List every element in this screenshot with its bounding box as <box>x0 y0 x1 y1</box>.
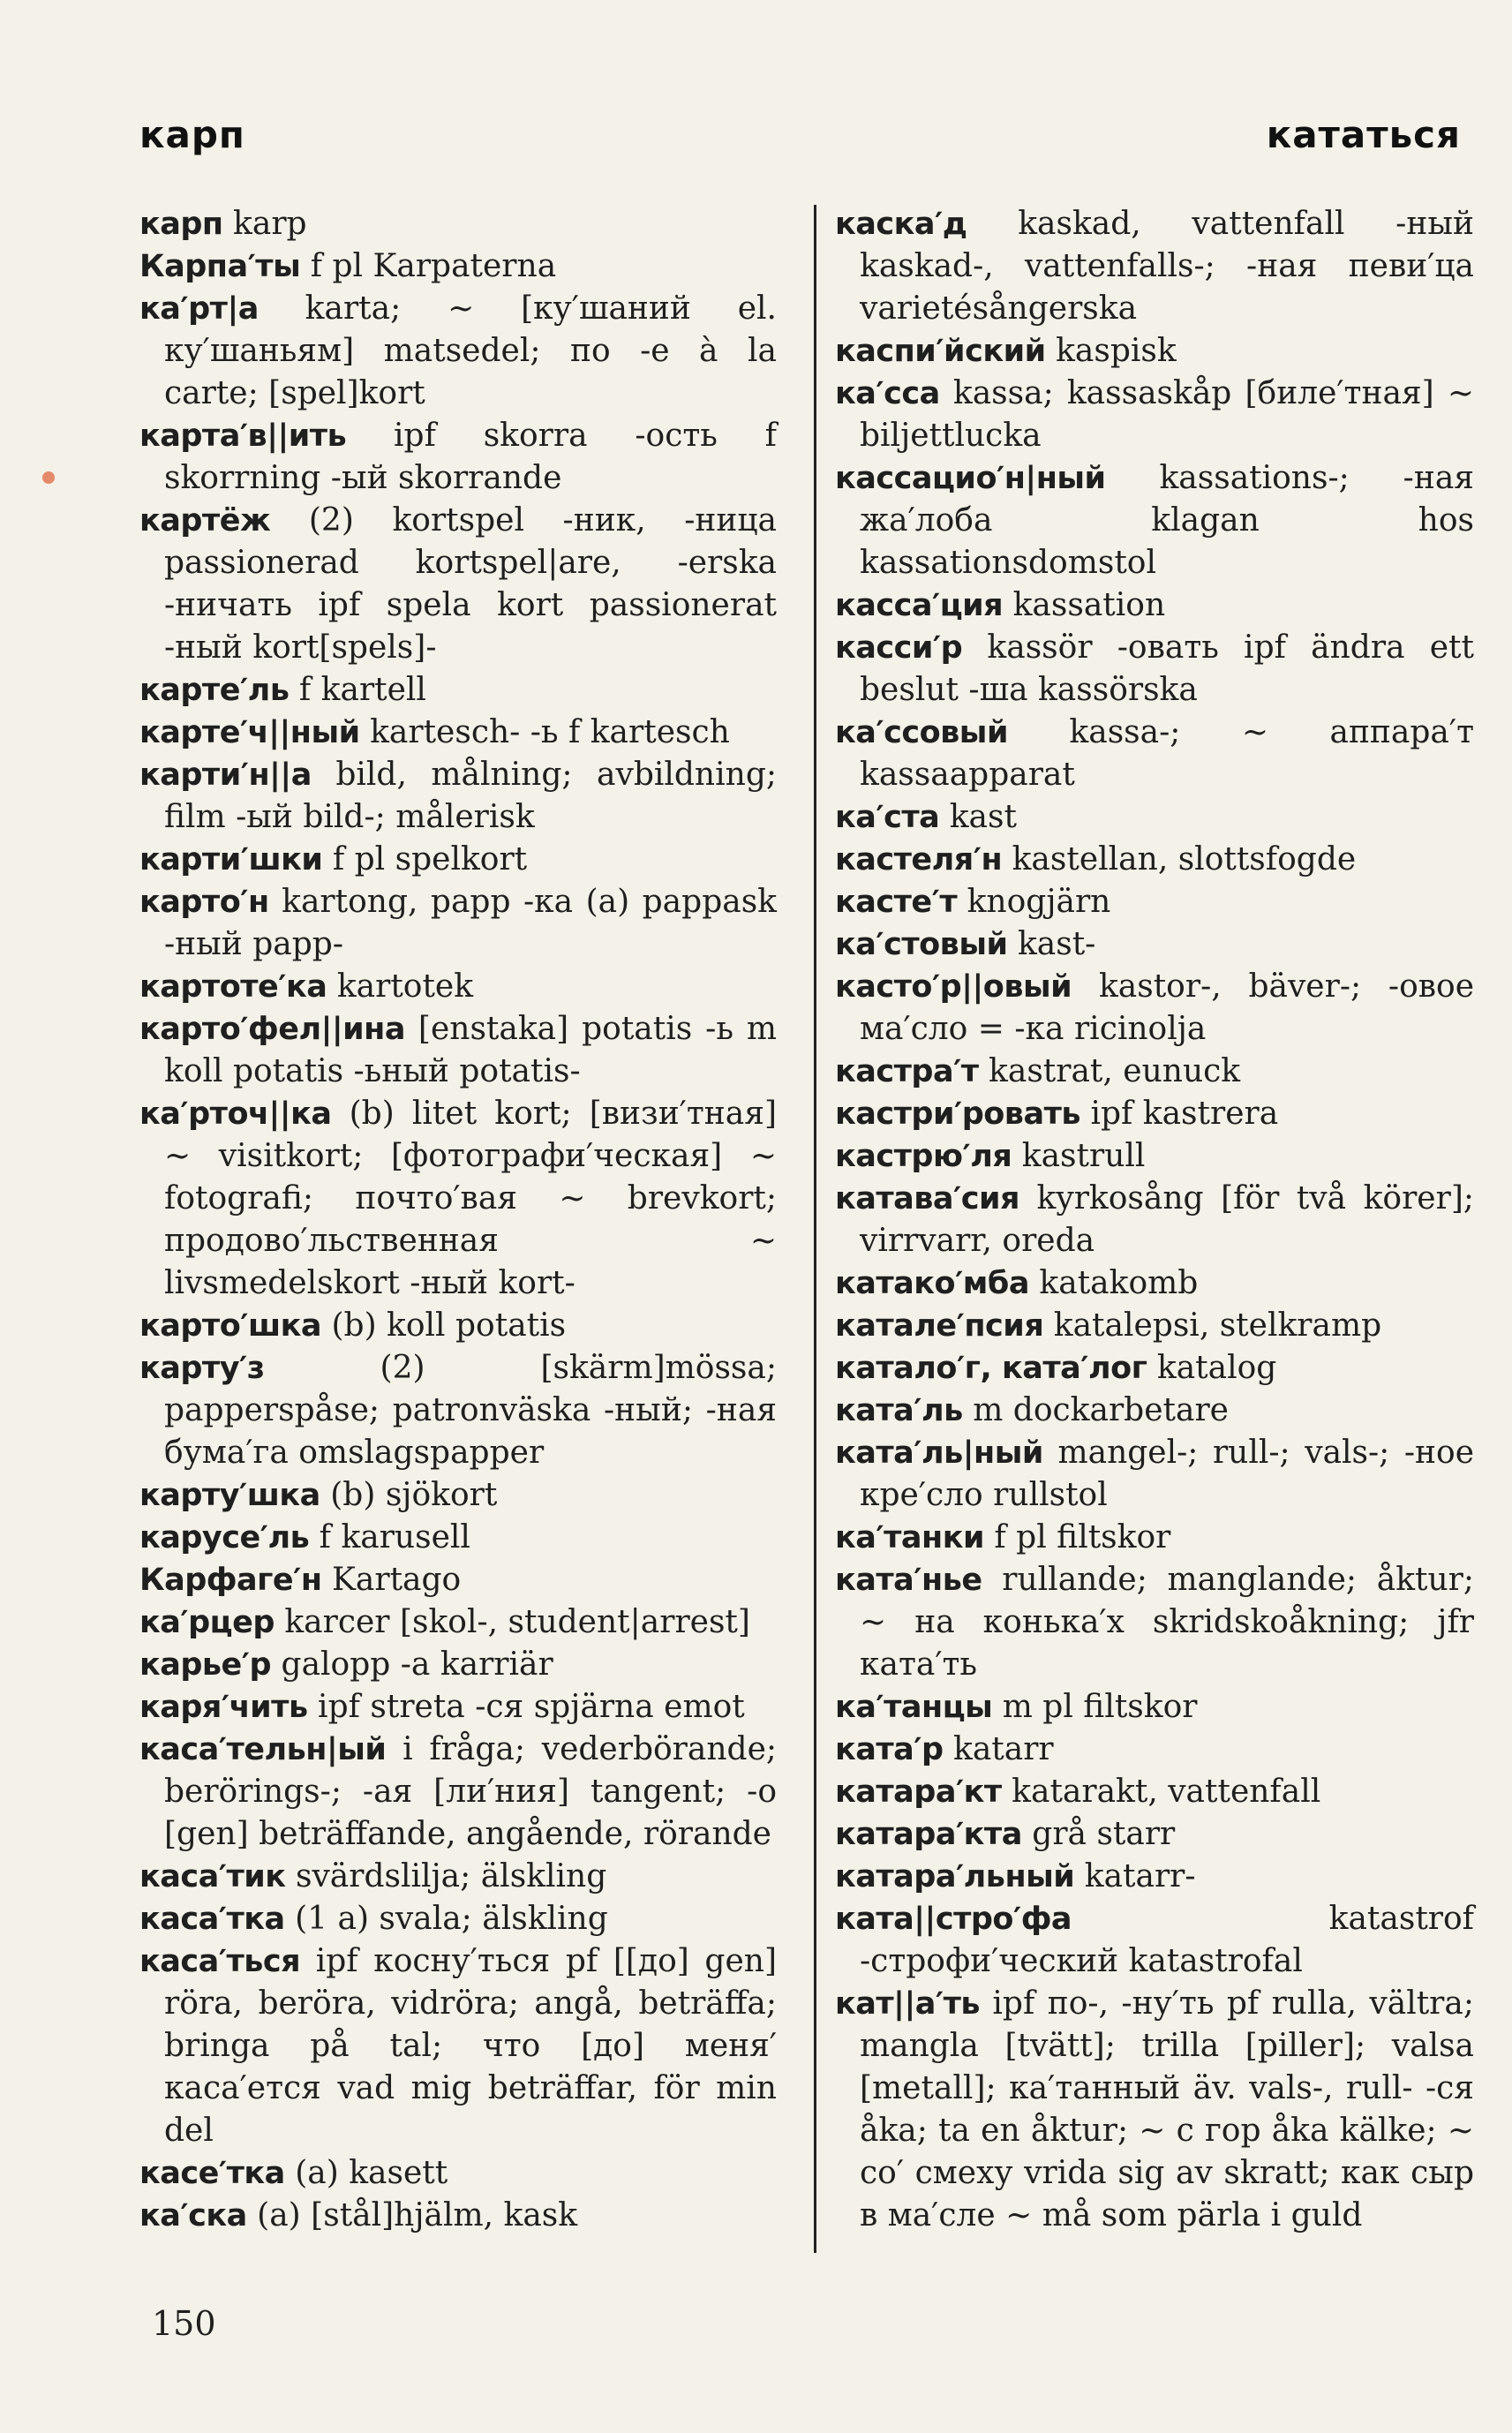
running-head-left: карп <box>139 113 245 156</box>
dictionary-entry <box>835 1771 1474 1813</box>
dictionary-entry <box>835 712 1474 796</box>
dictionary-entry <box>835 1305 1474 1347</box>
headword: катало′г, ката′лог <box>835 1351 1147 1386</box>
definition: galopp -а karriär <box>271 1646 553 1683</box>
definition: kast <box>939 799 1017 835</box>
headword: касси′р <box>835 630 963 666</box>
headword: катава′сия <box>835 1181 1020 1216</box>
definition: kassör -овать ipf ändra ett beslut -ша kassörska <box>860 629 1474 708</box>
definition: knogjärn <box>957 884 1111 920</box>
definition: f pl spelkort <box>322 841 528 878</box>
definition: m dockarbetare <box>962 1392 1229 1428</box>
dictionary-entry <box>835 457 1474 584</box>
headword: Карпа′ты <box>139 249 301 284</box>
definition: kassa-; ~ аппара′т kassaapparat <box>860 714 1474 793</box>
dictionary-entry <box>139 754 777 839</box>
definition: mangel-; rull-; vals-; -ное кре′сло rullstol <box>860 1435 1474 1513</box>
definition: katalog <box>1147 1350 1277 1386</box>
dictionary-entry <box>139 1686 777 1729</box>
headword: каспи′йский <box>835 334 1046 369</box>
dictionary-entry <box>835 1856 1474 1898</box>
dictionary-entry <box>139 1898 777 1940</box>
definition: katalepsi, stelkramp <box>1043 1307 1382 1344</box>
running-head-right: кататься <box>1266 113 1461 156</box>
dictionary-entry <box>139 839 777 881</box>
headword: кастрю′ля <box>835 1139 1012 1174</box>
dictionary-entry <box>139 1093 777 1305</box>
dictionary-entry <box>139 669 777 712</box>
dictionary-entry <box>835 881 1474 923</box>
dictionary-entry <box>139 1729 777 1856</box>
definition: (a) [stål]hjälm, kask <box>246 2197 578 2233</box>
headword: касса′ция <box>835 588 1004 623</box>
headword: ка′танцы <box>835 1690 993 1725</box>
definition: kastellan, slottsfogde <box>1002 841 1357 878</box>
headword: ка′ссовый <box>835 715 1008 750</box>
definition: f pl Karpaterna <box>300 248 557 284</box>
definition: ipf skorra -ость f skorrning -ый skorrande <box>164 418 777 496</box>
definition: kastrull <box>1012 1138 1146 1174</box>
headword: кастра′т <box>835 1054 979 1089</box>
dictionary-entry <box>835 330 1474 373</box>
dictionary-entry <box>835 1390 1474 1432</box>
definition: katarr <box>943 1731 1054 1767</box>
dictionary-entry <box>835 1432 1474 1517</box>
dictionary-entry <box>835 203 1474 330</box>
dictionary-entry <box>139 288 777 415</box>
definition: karcer [skol-, student|arrest] <box>274 1604 750 1640</box>
definition: kartong, papp -ка (a) pappask -ный papp- <box>164 884 777 962</box>
page-number: 150 <box>152 2304 216 2343</box>
headword: кастеля′н <box>835 842 1003 878</box>
definition: f pl filtskor <box>983 1519 1171 1555</box>
headword: ката′р <box>835 1732 944 1767</box>
definition: kastor-, bäver-; -овое ма′сло = -ка ricinolja <box>860 968 1474 1047</box>
headword: карту′з <box>139 1351 265 1386</box>
dictionary-entry <box>139 1305 777 1347</box>
definition: (2) [skärm]mössa; papperspåse; patronväska -ный; -ная бума′га omslagspapper <box>164 1350 777 1471</box>
dictionary-entry <box>835 1178 1474 1262</box>
dictionary-entry <box>139 1856 777 1898</box>
dictionary-entry <box>139 2195 777 2237</box>
dictionary-entry <box>835 1093 1474 1135</box>
dictionary-entry <box>835 1051 1474 1093</box>
definition: grå starr <box>1021 1816 1176 1852</box>
definition: katarakt, vattenfall <box>1001 1774 1321 1810</box>
dictionary-entry <box>835 1729 1474 1771</box>
definition: (2) kortspel -ник, -ница passionerad kortspel|are, -erska -ничать ipf spela kort passionerat -ный kort[spels]- <box>164 502 777 666</box>
dictionary-entry <box>835 1983 1474 2237</box>
dictionary-entry <box>139 1559 777 1601</box>
definition: (a) kasett <box>284 2155 448 2191</box>
definition: kartotek <box>327 968 474 1005</box>
headword: карту′шка <box>139 1478 320 1513</box>
dictionary-entry <box>835 1135 1474 1178</box>
dictionary-entry <box>139 712 777 754</box>
dictionary-entry <box>139 1008 777 1093</box>
right-column <box>835 203 1474 2237</box>
headword: карте′ч||ный <box>139 715 360 750</box>
headword: кассацио′н|ный <box>835 461 1106 496</box>
definition: i fråga; vederbörande; berörings-; -ая [ли′ния] tangent; -о [gen] beträffande, angående, rörande <box>164 1731 777 1852</box>
headword: карти′н||а <box>139 757 312 793</box>
dictionary-entry <box>835 1686 1474 1729</box>
headword: ката||стро′фа <box>835 1902 1072 1937</box>
definition: (b) sjökort <box>320 1477 498 1513</box>
headword: картёж <box>139 503 271 539</box>
headword: карусе′ль <box>139 1520 310 1555</box>
dictionary-entry <box>139 1347 777 1474</box>
headword: ката′ль <box>835 1393 963 1428</box>
headword: каса′ться <box>139 1944 301 1979</box>
headword: кастри′ровать <box>835 1096 1080 1132</box>
definition: katastrof -строфи′ческий katastrofal <box>860 1901 1474 1979</box>
dictionary-entry <box>835 1262 1474 1305</box>
headword: карье′р <box>139 1647 272 1683</box>
dictionary-entry <box>835 584 1474 627</box>
definition: kartesch- -ь f kartesch <box>359 714 730 750</box>
headword: касто′р||овый <box>835 969 1072 1005</box>
headword: ка′стовый <box>835 927 1008 962</box>
dictionary-entry <box>835 839 1474 881</box>
dictionary-entry <box>835 923 1474 966</box>
dictionary-entry <box>835 373 1474 457</box>
headword: каса′тка <box>139 1902 285 1937</box>
dictionary-entry <box>835 1347 1474 1390</box>
headword: карти′шки <box>139 842 323 878</box>
definition: kassa; kassaskåp [биле′тная] ~ biljettlucka <box>860 375 1474 454</box>
definition: karp <box>222 206 307 242</box>
left-column <box>139 203 777 2237</box>
dictionary-entry <box>835 1898 1474 1983</box>
headword: катара′кт <box>835 1774 1002 1810</box>
definition: ipf kastrera <box>1080 1096 1279 1132</box>
definition: kassations-; -ная жа′лоба klagan hos kassationsdomstol <box>860 460 1474 581</box>
headword: ка′рцер <box>139 1605 275 1640</box>
headword: ка′ста <box>835 800 940 835</box>
dictionary-entry <box>139 1601 777 1644</box>
headword: карте′ль <box>139 673 290 708</box>
dictionary-entry <box>139 881 777 966</box>
dictionary-entry <box>139 500 777 669</box>
definition: f kartell <box>289 672 426 708</box>
headword: карто′н <box>139 885 269 920</box>
headword: ка′ска <box>139 2198 247 2233</box>
dictionary-entry <box>835 1813 1474 1856</box>
definition: m pl filtskor <box>992 1689 1198 1725</box>
definition: [enstaka] potatis -ь m koll potatis -ьный potatis- <box>164 1011 777 1089</box>
headword: ка′танки <box>835 1520 984 1555</box>
definition: kastrat, eunuck <box>978 1053 1241 1089</box>
column-divider <box>814 205 816 2253</box>
definition: kaskad, vattenfall -ный kaskad-, vattenfalls-; -ная певи′ца varietésångerska <box>860 206 1474 327</box>
headword: кат||а′ть <box>835 1986 980 2022</box>
definition: (b) koll potatis <box>321 1307 567 1344</box>
headword: каса′тик <box>139 1859 286 1894</box>
dictionary-entry <box>835 1559 1474 1686</box>
definition: karta; ~ [ку′шаний el. ку′шаньям] matsedel; по -е à la carte; [spel]kort <box>164 290 777 411</box>
headword: карто′шка <box>139 1308 322 1344</box>
definition: Kartago <box>321 1562 462 1598</box>
definition: svärdslilja; älskling <box>285 1858 607 1894</box>
dictionary-entry <box>139 1644 777 1686</box>
dictionary-entry <box>835 1517 1474 1559</box>
definition: katakomb <box>1028 1265 1199 1301</box>
headword: ка′рт|а <box>139 291 259 327</box>
dictionary-entry <box>139 1517 777 1559</box>
headword: катара′льный <box>835 1859 1075 1894</box>
headword: катале′псия <box>835 1308 1044 1344</box>
headword: ката′ль|ный <box>835 1435 1043 1471</box>
headword: карта′в||ить <box>139 418 347 454</box>
dictionary-entry <box>139 966 777 1008</box>
definition: kast- <box>1007 926 1096 962</box>
dictionary-entry <box>139 2152 777 2195</box>
dictionary-entry <box>835 966 1474 1051</box>
headword: карто′фел||ина <box>139 1012 405 1047</box>
definition: ipf косну′ться pf [[до] gen] röra, beröra, vidröra; angå, beträffa; bringa på tal; что [до] меня′ каса′ется vad mig beträffar, för min del <box>164 1943 777 2149</box>
definition: kyrkosång [för två körer]; virrvarr, oreda <box>860 1180 1474 1259</box>
definition: (b) litet kort; [визи′тная] ~ visitkort; [фотографи′ческая] ~ fotografi; почто′вая ~ brevkort; продово′льственная ~ livsmedelskort -ный kort- <box>164 1096 777 1301</box>
definition: f karusell <box>309 1519 470 1555</box>
headword: касе′тка <box>139 2156 285 2191</box>
definition: ipf streta -ся spjärna emot <box>307 1689 745 1725</box>
headword: карп <box>139 207 223 242</box>
dictionary-entry <box>835 796 1474 839</box>
headword: каса′тельн|ый <box>139 1732 387 1767</box>
headword: каска′д <box>835 207 967 242</box>
definition: kaspisk <box>1045 333 1177 369</box>
headword: катара′кта <box>835 1817 1022 1852</box>
headword: картоте′ка <box>139 969 327 1005</box>
dictionary-entry <box>139 415 777 500</box>
definition: (1 a) svala; älskling <box>284 1901 608 1937</box>
dictionary-entry <box>139 245 777 288</box>
definition: katarr- <box>1074 1858 1196 1894</box>
dictionary-entry <box>139 1474 777 1517</box>
definition: ipf по-, -ну′ть pf rulla, vältra; mangla [tvätt]; trilla [piller]; valsa [metall]; ка′танный äv. vals-, rull- -ся åka; ta en åktur; ~ с гор åka kälke; ~ со′ смеху vrida sig av skratt; как сыр в ма′сле ~ må som pärla i guld <box>860 1985 1474 2233</box>
definition: rullande; manglande; åktur; ~ на конька′х skridskoåkning; jfr ката′ть <box>860 1562 1474 1683</box>
definition: bild, målning; avbildning; film -ый bild-; målerisk <box>164 757 777 835</box>
headword: каря′чить <box>139 1690 308 1725</box>
headword: ка′рточ||ка <box>139 1096 332 1132</box>
dictionary-entry <box>139 1940 777 2152</box>
ink-spot <box>42 471 55 484</box>
headword: ката′нье <box>835 1563 982 1598</box>
dictionary-entry <box>835 627 1474 712</box>
dictionary-entry <box>139 203 777 245</box>
headword: катако′мба <box>835 1266 1029 1301</box>
headword: касте′т <box>835 885 958 920</box>
headword: ка′сса <box>835 376 940 411</box>
headword: Карфаге′н <box>139 1563 322 1598</box>
definition: kassation <box>1003 587 1166 623</box>
